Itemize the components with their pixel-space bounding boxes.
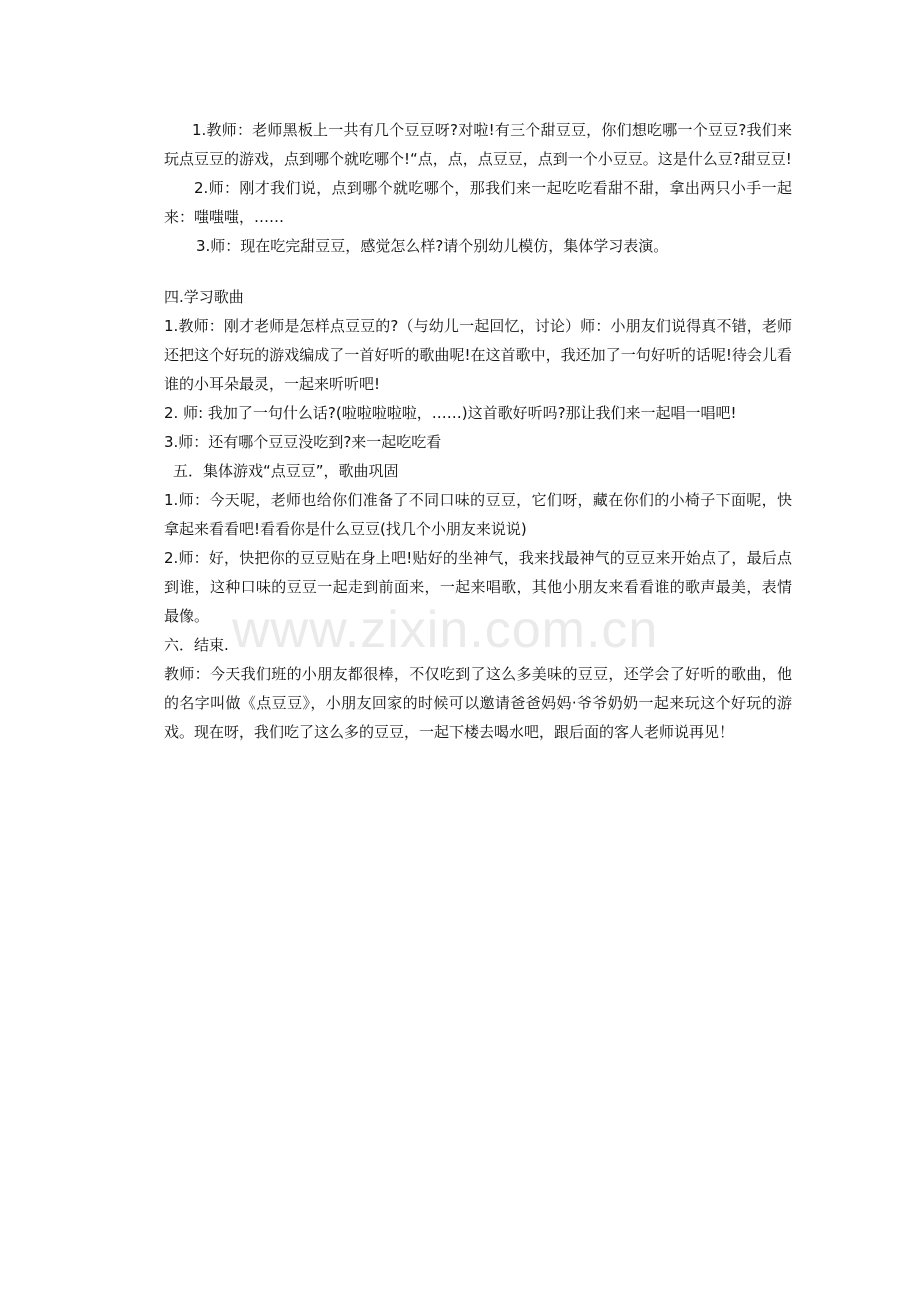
watermark: www.zixin.com.cn (232, 601, 659, 659)
paragraph-4: 1.教师：刚才老师是怎样点豆豆的?（与幼儿一起回忆，讨论）师：小朋友们说得真不错，老师还把这个好玩的游戏编成了一首好听的歌曲呢!在这首歌中，我还加了一句好听的话呢!待会儿看谁的小耳朵最灵，一起来听听吧! (164, 317, 792, 393)
section-heading-5: 五．集体游戏“点豆豆”，歌曲巩固 (173, 462, 399, 480)
paragraph-7: 1.师：今天呢，老师也给你们准备了不同口味的豆豆，它们呀，藏在你们的小椅子下面呢，快拿起来看看吧!看看你是什么豆豆(找几个小朋友来说说) (164, 491, 792, 538)
paragraph-5: 2. 师: 我加了一句什么话?(啦啦啦啦啦，……)这首歌好听吗?那让我们来一起唱一唱吧! (164, 404, 737, 422)
paragraph-3: 3.师：现在吃完甜豆豆，感觉怎么样?请个别幼儿模仿，集体学习表演。 (196, 237, 669, 255)
section-heading-4: 四.学习歌曲 (164, 288, 244, 306)
paragraph-1: 1.教师：老师黑板上一共有几个豆豆呀?对啦!有三个甜豆豆，你们想吃哪一个豆豆?我们来玩点豆豆的游戏，点到哪个就吃哪个!“点，点，点豆豆，点到一个小豆豆。这是什么豆?甜豆豆! (164, 121, 792, 168)
paragraph-2: 2.师：刚才我们说，点到哪个就吃哪个，那我们来一起吃吃看甜不甜，拿出两只小手一起来：嗤嗤嗤，…… (164, 179, 792, 226)
paragraph-8: 2.师：好，快把你的豆豆贴在身上吧!贴好的坐神气，我来找最神气的豆豆来开始点了，最后点到谁，这种口味的豆豆一起走到前面来，一起来唱歌，其他小朋友来看看谁的歌声最美，表情最像。 (164, 549, 792, 625)
paragraph-6: 3.师：还有哪个豆豆没吃到?来一起吃吃看 (164, 433, 442, 451)
paragraph-9: 教师：今天我们班的小朋友都很棒，不仅吃到了这么多美味的豆豆，还学会了好听的歌曲，他的名字叫做《点豆豆》，小朋友回家的时候可以邀请爸爸妈妈·爷爷奶奶一起来玩这个好玩的游戏。现在呀，我们吃了这么多的豆豆，一起下楼去喝水吧，跟后面的客人老师说再见！ (164, 665, 792, 741)
document-body (164, 116, 792, 747)
section-heading-6: 六．结束. (164, 636, 229, 654)
section-gap (164, 261, 792, 283)
